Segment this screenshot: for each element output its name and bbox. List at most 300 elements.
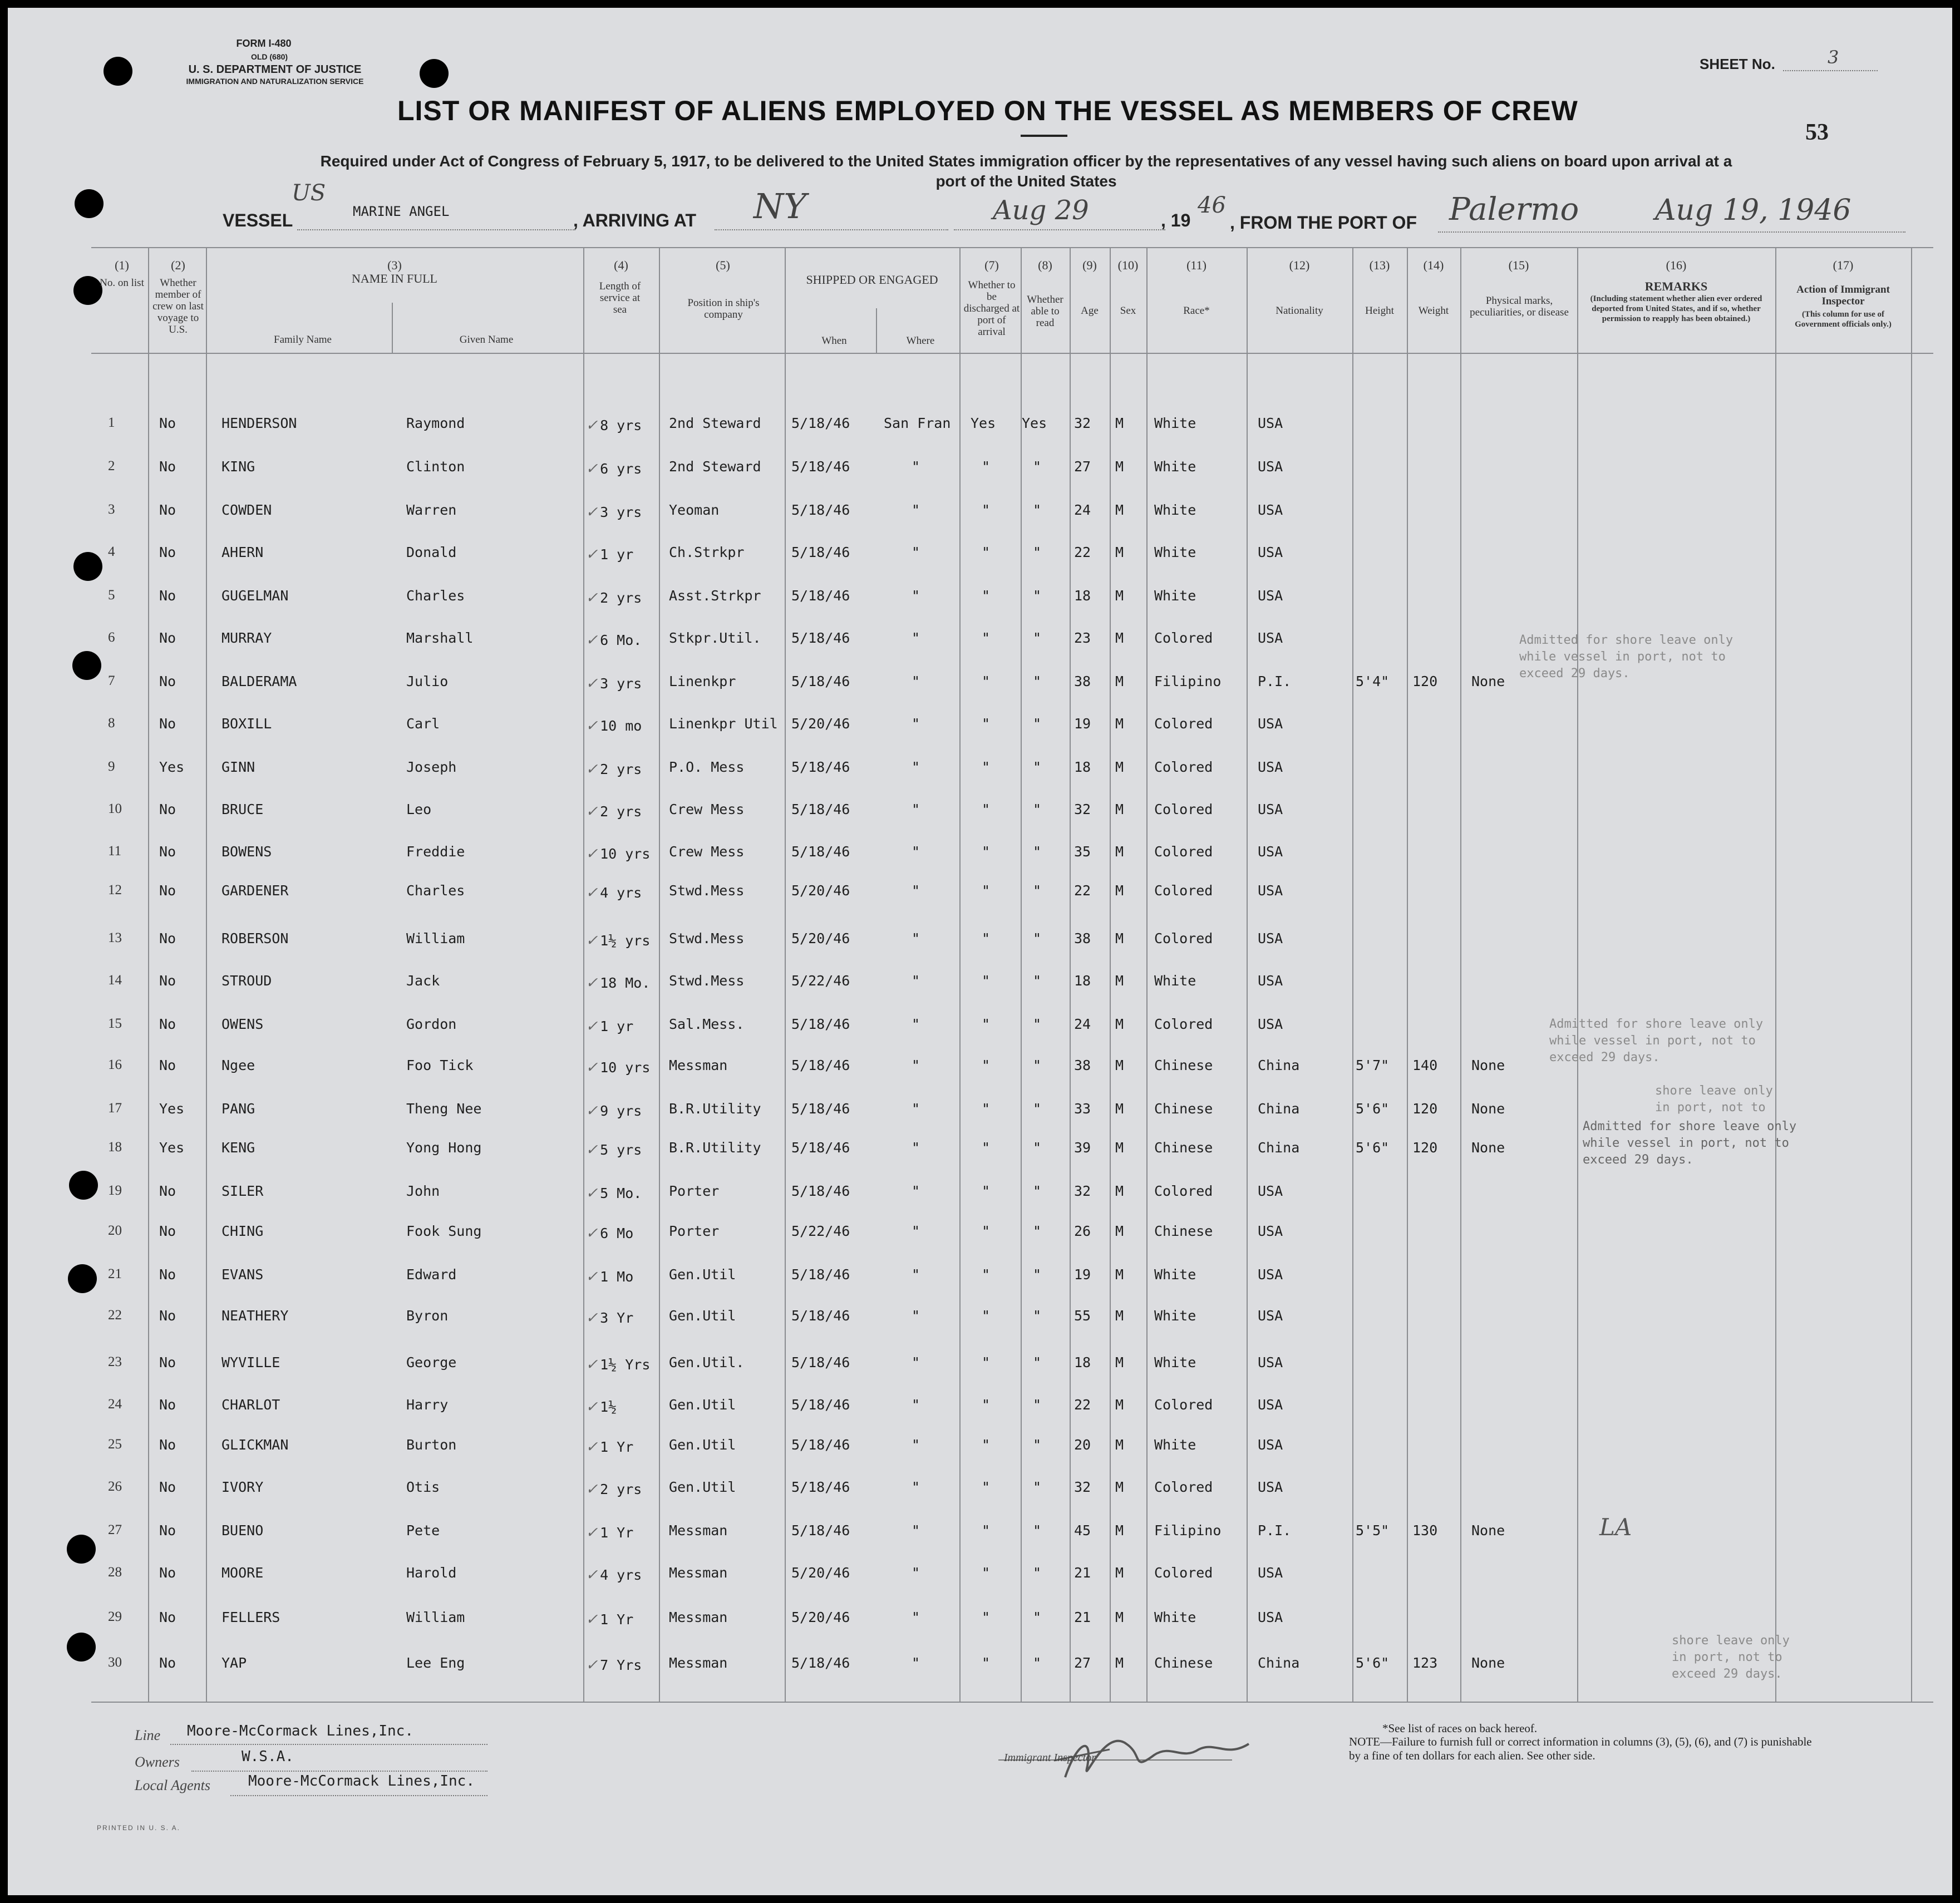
col-11-label: Race* (1183, 305, 1210, 317)
discharged: " (982, 883, 991, 899)
race: White (1154, 459, 1196, 475)
remark-row-18 (1583, 1118, 1796, 1169)
given-name: Jack (406, 973, 440, 989)
remark-line: exceed 29 days. (1672, 1667, 1782, 1681)
service-length-value: 6 Mo (600, 1225, 634, 1241)
check-mark-icon: ✓ (587, 544, 597, 564)
col-4-num: (4) (614, 258, 628, 272)
remark-line: shore leave only (1672, 1634, 1790, 1648)
service-length-value: 4 yrs (600, 1567, 642, 1583)
row-number: 4 (108, 544, 115, 559)
check-mark-icon: ✓ (587, 716, 597, 735)
discharged: " (982, 1057, 991, 1073)
nationality: USA (1258, 973, 1283, 989)
able-to-read: " (1033, 844, 1042, 860)
given-name: Yong Hong (406, 1140, 482, 1156)
age: 19 (1074, 1266, 1091, 1283)
family-name: COWDEN (221, 502, 272, 518)
race: White (1154, 1437, 1196, 1453)
position: Gen.Util (669, 1308, 736, 1324)
service-length (587, 1397, 617, 1416)
col-3-label: NAME IN FULL (352, 272, 437, 285)
remark-line: while vessel in port, not to (1519, 650, 1726, 664)
able-to-read: " (1033, 1354, 1042, 1370)
able-to-read: " (1033, 973, 1042, 989)
inspector-label: Immigrant Inspector (1004, 1752, 1096, 1764)
col-8-num: (8) (1038, 258, 1052, 272)
able-to-read: " (1033, 1479, 1042, 1495)
discharged: " (982, 930, 991, 946)
discharged: " (982, 759, 991, 775)
able-to-read: " (1033, 1565, 1042, 1581)
arriving-field (715, 224, 948, 230)
position: Gen.Util (669, 1397, 736, 1413)
check-mark-icon: ✓ (587, 801, 597, 821)
service-length (587, 1655, 642, 1674)
from-port-label: , FROM THE PORT OF (1230, 213, 1417, 233)
given-name: Byron (406, 1308, 449, 1324)
able-to-read: Yes (1022, 415, 1047, 431)
able-to-read: " (1033, 1655, 1042, 1671)
able-to-read: " (1033, 1223, 1042, 1239)
prev-voyage: No (159, 1609, 176, 1625)
discharged: " (982, 801, 991, 817)
service-length-value: 1 Yr (600, 1611, 634, 1628)
engaged-when: 5/18/46 (791, 1140, 850, 1156)
family-name: HENDERSON (221, 415, 297, 431)
sex: M (1115, 1565, 1124, 1581)
row-number: 26 (108, 1479, 122, 1494)
check-mark-icon: ✓ (587, 1266, 597, 1286)
given-name: Theng Nee (406, 1101, 482, 1117)
family-name: MOORE (221, 1565, 264, 1581)
nationality: USA (1258, 588, 1283, 604)
discharged: " (982, 1266, 991, 1283)
position: 2nd Steward (669, 459, 761, 475)
engaged-where: " (912, 1479, 920, 1495)
race: Colored (1154, 1183, 1213, 1199)
position: B.R.Utility (669, 1101, 761, 1117)
service-length-value: 1 yr (600, 1018, 634, 1034)
col-17-label: Action of Immigrant Inspector (1796, 284, 1890, 307)
row-number: 15 (108, 1016, 122, 1031)
race: White (1154, 415, 1196, 431)
position: Messman (669, 1565, 728, 1581)
sex: M (1115, 415, 1124, 431)
service-length-value: 1 Yr (600, 1439, 634, 1455)
family-name: BRUCE (221, 801, 264, 817)
engaged-where: " (912, 1655, 920, 1671)
able-to-read: " (1033, 1183, 1042, 1199)
engaged-where: " (912, 502, 920, 518)
prev-voyage: Yes (159, 759, 185, 775)
given-name: Pete (406, 1522, 440, 1539)
family-name: FELLERS (221, 1609, 280, 1625)
col-divider (659, 247, 660, 1702)
position: Messman (669, 1655, 728, 1671)
col-7-label: Whether to be discharged at port of arrival (963, 279, 1020, 338)
sex: M (1115, 759, 1124, 775)
position: Ch.Strkpr (669, 544, 745, 560)
prev-voyage: No (159, 459, 176, 475)
age: 18 (1074, 973, 1091, 989)
family-name: WYVILLE (221, 1354, 280, 1370)
physical-marks: None (1471, 1655, 1505, 1671)
engaged-where: " (912, 630, 920, 646)
service-name: IMMIGRATION AND NATURALIZATION SERVICE (186, 77, 364, 86)
service-length-value: 10 yrs (600, 846, 651, 862)
nationality: USA (1258, 759, 1283, 775)
engaged-when: 5/18/46 (791, 1479, 850, 1495)
row-number: 18 (108, 1140, 122, 1155)
able-to-read: " (1033, 1437, 1042, 1453)
discharged: " (982, 1565, 991, 1581)
col-divider (1460, 247, 1461, 1702)
remark-row-30 (1672, 1633, 1790, 1683)
weight: 123 (1412, 1655, 1438, 1671)
remark-row-17 (1655, 1083, 1773, 1116)
printed-in: PRINTED IN U. S. A. (97, 1824, 181, 1832)
given-name: William (406, 1609, 465, 1625)
given-name: Lee Eng (406, 1655, 465, 1671)
sex: M (1115, 544, 1124, 560)
discharged: " (982, 673, 991, 689)
able-to-read: " (1033, 1057, 1042, 1073)
position: B.R.Utility (669, 1140, 761, 1156)
discharged: " (982, 1479, 991, 1495)
sex: M (1115, 502, 1124, 518)
family-name: NEATHERY (221, 1308, 289, 1324)
row-number: 30 (108, 1655, 122, 1670)
agents-label: Local Agents (135, 1777, 211, 1793)
able-to-read: " (1033, 759, 1042, 775)
sex: M (1115, 1308, 1124, 1324)
sex: M (1115, 1522, 1124, 1539)
family-name: PANG (221, 1101, 255, 1117)
family-name: OWENS (221, 1016, 264, 1032)
remark-line: while vessel in port, not to (1549, 1034, 1756, 1048)
remark-line: exceed 29 days. (1519, 667, 1630, 681)
check-mark-icon: ✓ (587, 1655, 597, 1674)
prev-voyage: No (159, 973, 176, 989)
sex: M (1115, 844, 1124, 860)
service-length-value: 2 yrs (600, 803, 642, 820)
engaged-where: " (912, 1354, 920, 1370)
sex: M (1115, 588, 1124, 604)
prev-voyage: No (159, 1223, 176, 1239)
sex: M (1115, 716, 1124, 732)
inspector-initials: LA (1599, 1513, 1632, 1541)
race: Colored (1154, 1479, 1213, 1495)
able-to-read: " (1033, 459, 1042, 475)
race: White (1154, 502, 1196, 518)
col-divider (1146, 247, 1148, 1702)
row-number: 2 (108, 459, 115, 474)
row-number: 24 (108, 1397, 122, 1412)
col-17-num: (17) (1833, 258, 1854, 272)
engaged-where: " (912, 1101, 920, 1117)
engaged-where: " (912, 844, 920, 860)
family-name: GINN (221, 759, 255, 775)
engaged-where: " (912, 1183, 920, 1199)
row-number: 25 (108, 1437, 122, 1452)
race: Colored (1154, 1397, 1213, 1413)
row-number: 21 (108, 1266, 122, 1281)
sex: M (1115, 930, 1124, 946)
engaged-where: " (912, 883, 920, 899)
family-name: STROUD (221, 973, 272, 989)
row-number: 22 (108, 1308, 122, 1323)
engaged-when: 5/18/46 (791, 673, 850, 689)
col-15-num: (15) (1508, 258, 1529, 272)
nationality: USA (1258, 502, 1283, 518)
engaged-where: " (912, 1057, 920, 1073)
check-mark-icon: ✓ (587, 1308, 597, 1327)
race: White (1154, 1308, 1196, 1324)
nationality: USA (1258, 1354, 1283, 1370)
service-length (587, 415, 642, 435)
family-name: KENG (221, 1140, 255, 1156)
service-length-value: 10 mo (600, 718, 642, 734)
engaged-when: 5/18/46 (791, 1437, 850, 1453)
family-name: BALDERAMA (221, 673, 297, 689)
position: Messman (669, 1057, 728, 1073)
race: White (1154, 588, 1196, 604)
race: Chinese (1154, 1057, 1213, 1073)
service-length-value: 6 Mo. (600, 632, 642, 648)
year-prefix: , 19 (1161, 210, 1191, 230)
check-mark-icon: ✓ (587, 1223, 597, 1243)
age: 45 (1074, 1522, 1091, 1539)
sex: M (1115, 1397, 1124, 1413)
when-header: When (821, 335, 847, 347)
service-length-value: 3 Yr (600, 1310, 634, 1326)
age: 21 (1074, 1609, 1091, 1625)
service-length (587, 1354, 650, 1374)
service-length (587, 883, 642, 902)
engaged-where: " (912, 1266, 920, 1283)
position: Gen.Util. (669, 1354, 745, 1370)
service-length (587, 1183, 642, 1202)
given-name: John (406, 1183, 440, 1199)
given-name: Raymond (406, 415, 465, 431)
service-length (587, 1565, 642, 1584)
col-8-label: Whether able to read (1027, 294, 1063, 329)
col-1-num: (1) (115, 258, 129, 272)
age: 26 (1074, 1223, 1091, 1239)
vessel-field (297, 224, 575, 230)
family-name: SILER (221, 1183, 264, 1199)
col-9-num: (9) (1082, 258, 1097, 272)
given-name: Harry (406, 1397, 449, 1413)
check-mark-icon: ✓ (587, 844, 597, 863)
engaged-where: " (912, 544, 920, 560)
age: 32 (1074, 1479, 1091, 1495)
engaged-when: 5/18/46 (791, 1101, 850, 1117)
title-rule (1021, 135, 1067, 137)
able-to-read: " (1033, 1609, 1042, 1625)
position: Linenkpr Util (669, 716, 778, 732)
row-number: 27 (108, 1522, 122, 1537)
remark-row-7 (1519, 632, 1733, 682)
punch-hole (68, 1264, 97, 1293)
age: 33 (1074, 1101, 1091, 1117)
prev-voyage: No (159, 1308, 176, 1324)
engaged-when: 5/20/46 (791, 716, 850, 732)
family-name: KING (221, 459, 255, 475)
given-name-header: Given Name (459, 334, 514, 346)
sex: M (1115, 1057, 1124, 1073)
service-length-value: 18 Mo. (600, 975, 651, 991)
engaged-where: " (912, 1437, 920, 1453)
service-length (587, 1266, 633, 1286)
row-number: 28 (108, 1565, 122, 1580)
service-length (587, 1223, 633, 1243)
check-mark-icon: ✓ (587, 630, 597, 649)
engaged-when: 5/18/46 (791, 459, 850, 475)
col-5-num: (5) (716, 258, 730, 272)
col-divider (583, 247, 584, 1702)
age: 55 (1074, 1308, 1091, 1324)
family-name: BOXILL (221, 716, 272, 732)
service-length-value: 1½ Yrs (600, 1357, 651, 1373)
physical-marks: None (1471, 1140, 1505, 1156)
prev-voyage: No (159, 1016, 176, 1032)
race: Chinese (1154, 1140, 1213, 1156)
department-name: U. S. DEPARTMENT OF JUSTICE (188, 63, 362, 76)
prev-voyage: No (159, 673, 176, 689)
service-length (587, 716, 642, 735)
sex: M (1115, 1223, 1124, 1239)
service-length-value: 1 yr (600, 546, 634, 563)
prev-voyage: No (159, 1354, 176, 1370)
age: 20 (1074, 1437, 1091, 1453)
nationality: P.I. (1258, 1522, 1292, 1539)
age: 32 (1074, 1183, 1091, 1199)
check-mark-icon: ✓ (587, 1609, 597, 1629)
race: White (1154, 1609, 1196, 1625)
race: Filipino (1154, 673, 1222, 689)
col-divider (1247, 247, 1248, 1702)
col-2-label: Whether member of crew on last voyage to U.S. (152, 277, 204, 336)
check-mark-icon: ✓ (587, 1183, 597, 1202)
able-to-read: " (1033, 630, 1042, 646)
row-number: 6 (108, 630, 115, 645)
col-divider (1911, 247, 1912, 1702)
remark-line: exceed 29 days. (1549, 1051, 1660, 1064)
family-name: GARDENER (221, 883, 289, 899)
nationality: USA (1258, 1308, 1283, 1324)
race: White (1154, 973, 1196, 989)
remark-line: while vessel in port, not to (1583, 1136, 1789, 1150)
prev-voyage: No (159, 415, 176, 431)
prev-voyage: No (159, 883, 176, 899)
service-length (587, 1016, 633, 1036)
service-length-value: 4 yrs (600, 885, 642, 901)
age: 27 (1074, 1655, 1091, 1671)
engaged-when: 5/18/46 (791, 844, 850, 860)
prev-voyage: No (159, 1522, 176, 1539)
col-1-label: No. on list (100, 277, 144, 289)
race: Colored (1154, 759, 1213, 775)
arrival-date: Aug 29 (993, 195, 1089, 226)
service-length (587, 673, 642, 693)
race: Colored (1154, 716, 1213, 732)
service-length (587, 930, 650, 950)
weight: 120 (1412, 1101, 1438, 1117)
service-length-value: 2 yrs (600, 590, 642, 606)
engaged-when: 5/18/46 (791, 1183, 850, 1199)
age: 27 (1074, 459, 1091, 475)
race: Filipino (1154, 1522, 1222, 1539)
nationality: USA (1258, 1397, 1283, 1413)
service-length (587, 759, 642, 778)
sex: M (1115, 1354, 1124, 1370)
races-note: *See list of races on back hereof. (1382, 1722, 1538, 1735)
remark-line: Admitted for shore leave only (1583, 1120, 1797, 1133)
service-length (587, 544, 633, 564)
punch-hole (67, 1633, 96, 1662)
vessel-handwriting: US (292, 180, 326, 206)
col-2-num: (2) (171, 258, 185, 272)
nationality: USA (1258, 544, 1283, 560)
requirement-text (219, 151, 1833, 191)
given-name: Julio (406, 673, 449, 689)
height: 5'6" (1356, 1140, 1390, 1156)
nationality: USA (1258, 1565, 1283, 1581)
row-number: 1 (108, 415, 115, 430)
service-length (587, 1437, 633, 1456)
check-mark-icon: ✓ (587, 673, 597, 693)
row-number: 3 (108, 502, 115, 517)
given-name: Foo Tick (406, 1057, 474, 1073)
nationality: USA (1258, 415, 1283, 431)
able-to-read: " (1033, 930, 1042, 946)
nationality: China (1258, 1057, 1300, 1073)
prev-voyage: No (159, 1655, 176, 1671)
sex: M (1115, 630, 1124, 646)
row-number: 23 (108, 1354, 122, 1369)
prev-voyage: No (159, 1565, 176, 1581)
weight: 120 (1412, 1140, 1438, 1156)
age: 18 (1074, 759, 1091, 775)
engaged-when: 5/18/46 (791, 630, 850, 646)
remark-line: shore leave only (1655, 1084, 1773, 1098)
sex: M (1115, 1609, 1124, 1625)
service-length (587, 973, 650, 992)
race: Colored (1154, 1016, 1213, 1032)
service-length-value: 6 yrs (600, 461, 642, 477)
nationality: USA (1258, 801, 1283, 817)
age: 32 (1074, 415, 1091, 431)
given-name: William (406, 930, 465, 946)
check-mark-icon: ✓ (587, 459, 597, 478)
discharged: " (982, 1397, 991, 1413)
able-to-read: " (1033, 502, 1042, 518)
remark-line: in port, not to (1655, 1101, 1766, 1115)
service-length (587, 1140, 642, 1159)
service-length-value: 10 yrs (600, 1059, 651, 1076)
engaged-where: " (912, 1565, 920, 1581)
row-number: 5 (108, 588, 115, 603)
row-number: 9 (108, 759, 115, 774)
col-4-label: Length of service at sea (599, 280, 641, 315)
service-length (587, 1308, 633, 1327)
sex: M (1115, 801, 1124, 817)
given-name: Warren (406, 502, 457, 518)
race: Chinese (1154, 1655, 1213, 1671)
col-14-num: (14) (1423, 258, 1444, 272)
